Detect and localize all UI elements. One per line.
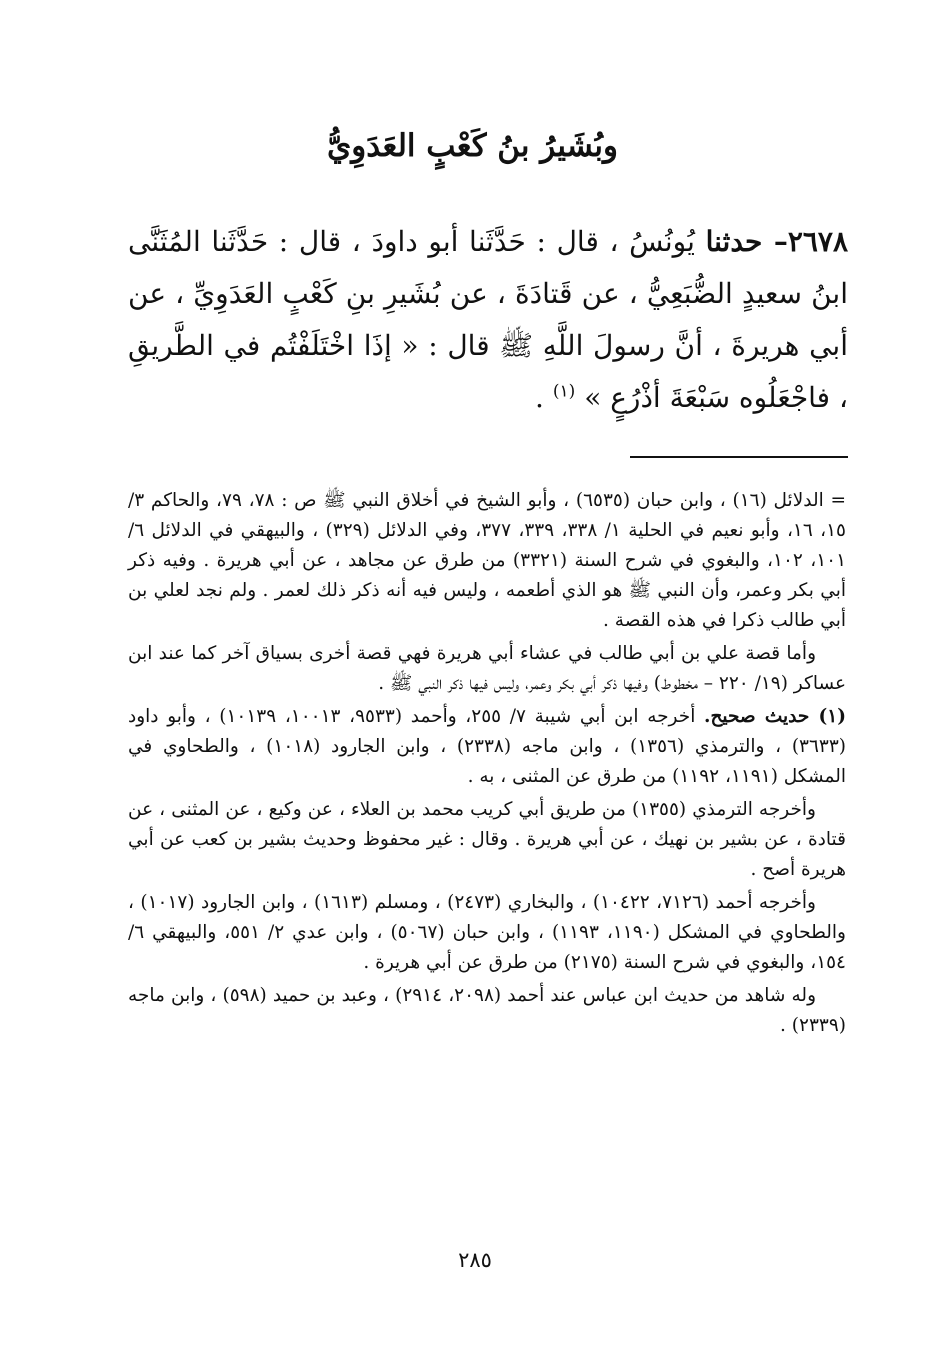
footnote-paragraph: وأما قصة علي بن أبي طالب في عشاء أبي هريرة فهي قصة أخرى بسياق آخر كما عند ابن عساكر (١٩/ ٢٢٠ – مخطوط) وفيها ذكر أبي بكر وعمر، وليس فيها ذكر النبي ﷺ . [128, 643, 846, 694]
page-number: ٢٨٥ [458, 1248, 492, 1272]
footnote-ref: (١) [552, 381, 576, 402]
footnote-paragraph: وأخرجه أحمد (٧١٢٦، ١٠٤٢٢) ، والبخاري (٢٤٧٣) ، ومسلم (١٦١٣) ، وابن الجارود (١٠١٧) ، والطحاوي في المشكل (١١٩٠، ١١٩٣) ، وابن حبان (٥٠٦٧) ، وابن عدي ٢/ ٥٥١، والبيهقي ٦/ ١٥٤، والبغوي في شرح السنة (٢١٧٥) من طرق عن أبي هريرة . [128, 892, 846, 973]
footnote-paragraph: وأخرجه الترمذي (١٣٥٥) من طريق أبي كريب محمد بن العلاء ، عن وكيع ، عن المثنى ، عن قتادة ، عن بشير بن نهيك ، عن أبي هريرة . وقال : غير محفوظ وحديث بشير بن كعب عن أبي هريرة أصح . [128, 799, 846, 880]
hadith-number: ٢٦٧٨ [787, 225, 848, 258]
footnote-paragraph: (١) حديث صحيح. أخرجه ابن أبي شيبة ٧/ ٢٥٥، وأحمد (٩٥٣٣، ١٠٠١٣، ١٠١٣٩) ، وأبو داود (٣٦٣٣) ، والترمذي (١٣٥٦) ، وابن ماجه (٢٣٣٨) ، وابن الجارود (١٠١٨) ، والطحاوي في المشكل (١١٩١، ١١٩٢) من طرق عن المثنى ، به . [128, 706, 847, 787]
hadith-end: . [535, 381, 544, 414]
hadith-body: يُونُسُ ، قال : حَدَّثَنا أبو داودَ ، قال : حَدَّثَنا المُثَنَّى ابنُ سعيدٍ الضُّبَعِيُّ ، عن قَتادَةَ ، عن بُشَيرِ بنِ كَعْبٍ العَدَوِيِّ ، عن أبي هريرةَ ، أنَّ رسولَ اللَّهِ ﷺ قال : « إذَا اخْتَلَفْتُم في الطَّريقِ ، فاجْعَلُوه سَبْعَةَ أذْرُعٍ » [128, 225, 848, 414]
chapter-title: وبُشَيرُ بنُ كَعْبٍ العَدَوِيُّ [327, 128, 618, 164]
footnote-paragraph: وله شاهد من حديث ابن عباس عند أحمد (٢٠٩٨، ٢٩١٤) ، وعبد بن حميد (٥٩٨) ، وابن ماجه (٢٣٣٩) . [128, 985, 846, 1036]
footnotes [128, 486, 846, 1044]
footnote-paragraph: = الدلائل (١٦) ، وابن حبان (٦٥٣٥) ، وأبو الشيخ في أخلاق النبي ﷺ ص : ٧٨، ٧٩، والحاكم ٣/ ١٥، ١٦، وأبو نعيم في الحلية ١/ ٣٣٨، ٣٣٩، ٣٧٧، وفي الدلائل (٣٢٩) ، والبيهقي في الدلائل ٦/ ١٠١، ١٠٢، والبغوي في شرح السنة (٣٣٢١) من طرق عن مجاهد ، عن أبي هريرة . وفيه ذكر أبي بكر وعمر، وأن النبي ﷺ هو الذي أطعمه ، وليس فيه أنه ذكر ذلك لعمر . ولم نجد لعلي بن أبي طالب ذكرا في هذه القصة . [128, 490, 847, 631]
footnote-grading: (١) حديث صحيح. [704, 706, 846, 727]
footnote-divider [630, 456, 848, 458]
hadith-lead: – حدثنا [705, 225, 788, 258]
hadith-text [128, 216, 848, 424]
